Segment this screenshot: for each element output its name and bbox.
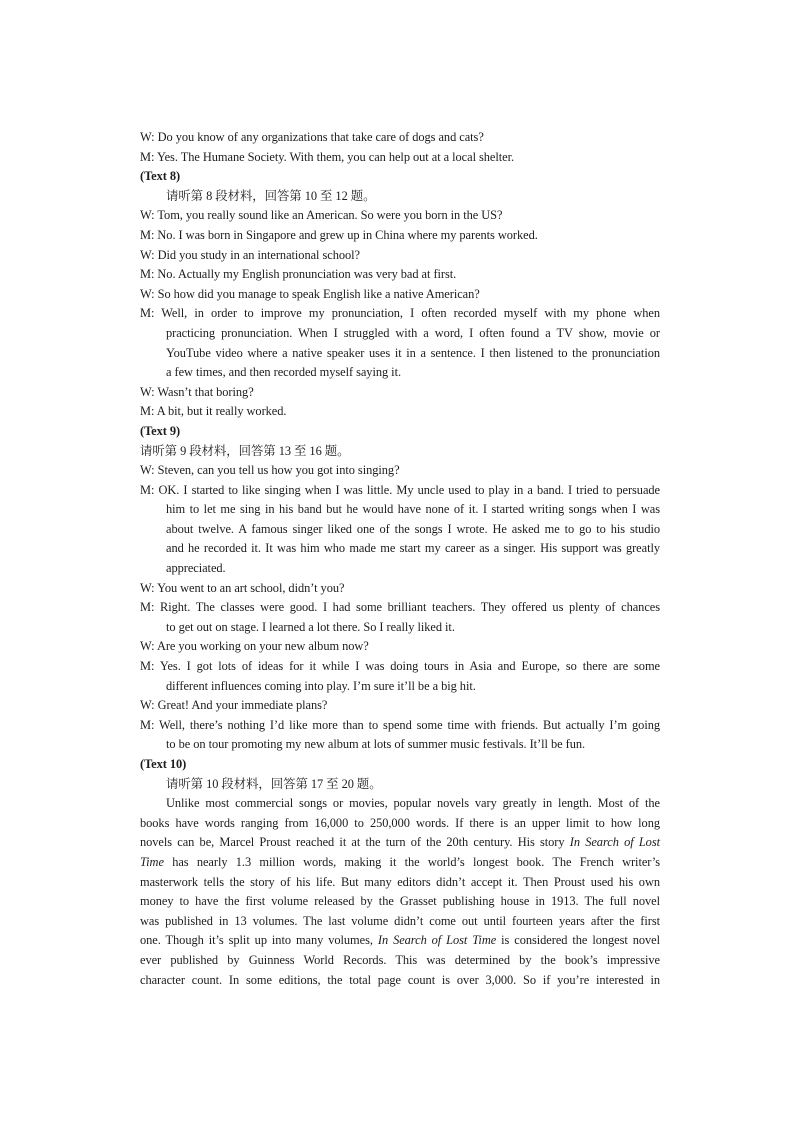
dialogue-continuation: different influences coming into play. I’m sure it’ll be a big hit.: [166, 678, 476, 693]
passage-line: was published in 13 volumes. The last volume didn’t come out until fourteen years after the first: [140, 913, 660, 928]
instruction-text-8: 请听第 8 段材料，回答第 10 至 12 题。: [166, 188, 376, 203]
dialogue-line: M: Yes. The Humane Society. With them, you can help out at a local shelter.: [140, 149, 515, 164]
dialogue-continuation: to be on tour promoting my new album at lots of summer music festivals. It’ll be fun.: [166, 737, 586, 752]
dialogue-line: M: Well, there’s nothing I’d like more than to spend some time with friends. But actually I’m going: [140, 717, 660, 732]
book-title: Time: [140, 854, 164, 869]
section-heading-text-8: (Text 8): [140, 169, 181, 184]
dialogue-continuation: appreciated.: [166, 561, 226, 576]
passage-line: [140, 853, 660, 873]
dialogue-line: M: Well, in order to improve my pronunciation, I often recorded myself with my phone when: [140, 306, 660, 321]
book-title: In Search of Lost: [569, 835, 660, 850]
dialogue-line: W: Tom, you really sound like an American. So were you born in the US?: [140, 208, 503, 223]
passage-text: novels can be, Marcel Proust reached it at the turn of the 20th century. His story: [140, 835, 565, 850]
dialogue-continuation: to get out on stage. I learned a lot there. So I really liked it.: [166, 619, 455, 634]
dialogue-line: M: OK. I started to like singing when I was little. My uncle used to play in a band. I tried to persuade: [140, 482, 660, 497]
dialogue-line: W: Are you working on your new album now?: [140, 639, 369, 654]
dialogue-continuation: YouTube video where a native speaker uses it in a sentence. I then listened to the pronunciation: [166, 345, 660, 360]
passage-text: is considered the longest novel: [501, 933, 660, 948]
passage-text: one. Though it’s split up into many volumes,: [140, 933, 373, 948]
dialogue-continuation: him to let me sing in his band but he would have none of it. I started writing songs when I was: [166, 502, 660, 517]
dialogue-line: W: Did you study in an international school?: [140, 247, 360, 262]
passage-line: books have words ranging from 16,000 to 250,000 words. If there is an upper limit to how long: [140, 815, 660, 830]
dialogue-line: M: No. I was born in Singapore and grew up in China where my parents worked.: [140, 227, 538, 242]
book-title: In Search of Lost Time: [377, 933, 497, 948]
dialogue-continuation: practicing pronunciation. When I struggled with a word, I often found a TV show, movie or: [166, 325, 660, 340]
passage-text: has nearly 1.3 million words, making it the world’s longest book. The French writer’s: [172, 854, 660, 869]
dialogue-line: W: Steven, can you tell us how you got into singing?: [140, 463, 400, 478]
dialogue-line: W: Wasn’t that boring?: [140, 384, 254, 399]
dialogue-line: W: Great! And your immediate plans?: [140, 698, 328, 713]
instruction-text-9: 请听第 9 段材料，回答第 13 至 16 题。: [140, 443, 350, 458]
passage-line: ever published by Guinness World Records. This was determined by the book’s impressive: [140, 952, 660, 967]
passage-line: character count. In some editions, the total page count is over 3,000. So if you’re interested in: [140, 972, 660, 987]
dialogue-line: W: So how did you manage to speak English like a native American?: [140, 286, 480, 301]
passage-line: Unlike most commercial songs or movies, popular novels vary greatly in length. Most of the: [166, 796, 660, 811]
section-heading-text-10: (Text 10): [140, 757, 187, 771]
dialogue-continuation: about twelve. A famous singer liked one of the songs I wrote. He asked me to go to his studio: [166, 521, 660, 536]
dialogue-line: W: Do you know of any organizations that take care of dogs and cats?: [140, 130, 484, 144]
passage-line: [140, 931, 660, 951]
dialogue-line: M: No. Actually my English pronunciation was very bad at first.: [140, 267, 457, 282]
dialogue-line: M: Right. The classes were good. I had some brilliant teachers. They offered us plenty of chances: [140, 600, 660, 615]
passage-line: money to have the first volume released by the Grasset publishing house in 1913. The full novel: [140, 894, 660, 909]
dialogue-continuation: a few times, and then recorded myself saying it.: [166, 365, 402, 380]
dialogue-line: W: You went to an art school, didn’t you?: [140, 580, 345, 595]
passage-line: [140, 833, 660, 853]
section-heading-text-9: (Text 9): [140, 423, 181, 438]
passage-line: masterwork tells the story of his life. But many editors didn’t accept it. Then Proust used his own: [140, 874, 660, 889]
dialogue-line: M: A bit, but it really worked.: [140, 404, 287, 419]
dialogue-continuation: and he recorded it. It was him who made me start my career as a singer. His support was greatly: [166, 541, 660, 556]
instruction-text-10: 请听第 10 段材料，回答第 17 至 20 题。: [166, 776, 382, 791]
dialogue-line: M: Yes. I got lots of ideas for it while I was doing tours in Asia and Europe, so there are some: [140, 659, 660, 674]
